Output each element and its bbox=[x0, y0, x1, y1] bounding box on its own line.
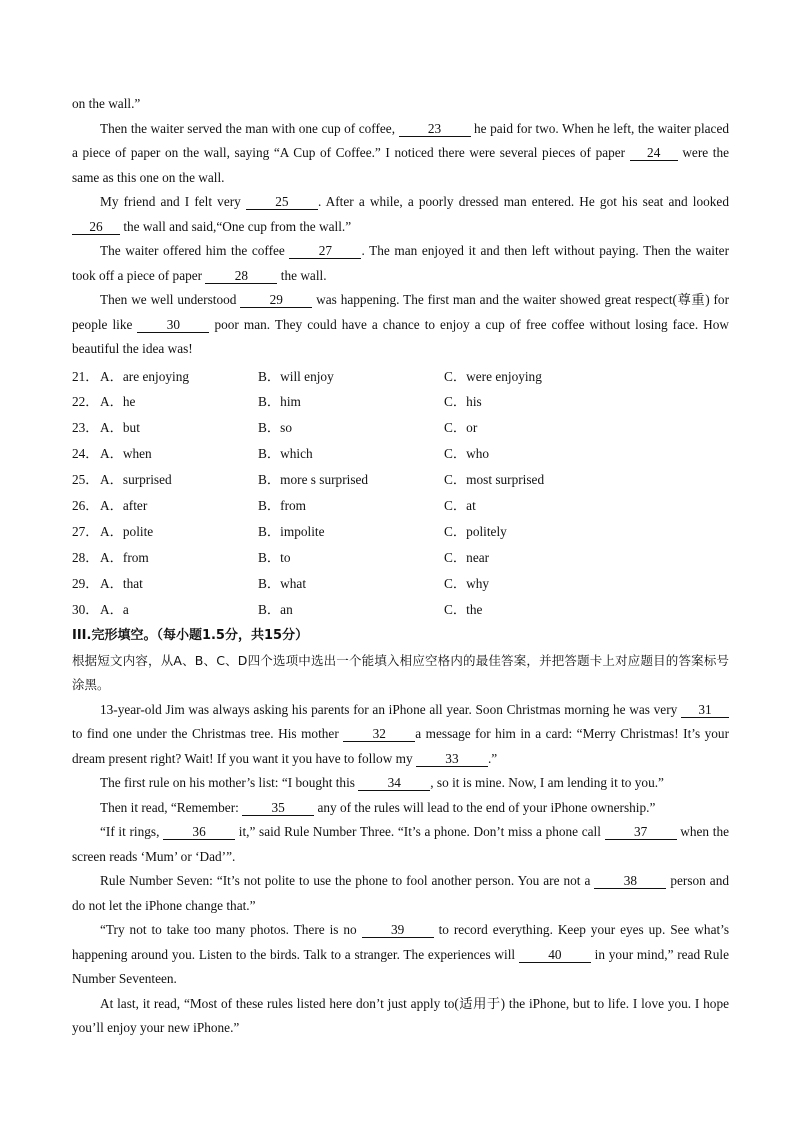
section-instruction: 根据短文内容，从A、B、C、D四个选项中选出一个能填入相应空格内的最佳答案，并把答题卡上对应题目的答案标号涂黑。 bbox=[72, 652, 729, 693]
option-b: B．an bbox=[258, 601, 293, 617]
passage-paragraph bbox=[72, 918, 729, 992]
question-number: 27． bbox=[72, 523, 99, 539]
option-row bbox=[72, 389, 729, 415]
option-a: A．he bbox=[100, 394, 136, 410]
question-number: 25． bbox=[72, 472, 99, 488]
blank-23: 23 bbox=[399, 121, 471, 137]
passage-paragraph bbox=[72, 796, 729, 821]
text: any of the rules will lead to the end of your iPhone ownership.” bbox=[317, 799, 656, 815]
blank-27: 27 bbox=[289, 243, 361, 259]
option-row bbox=[72, 545, 729, 571]
option-a: A．surprised bbox=[100, 472, 172, 488]
option-row bbox=[72, 415, 729, 441]
option-a: A．are enjoying bbox=[100, 368, 189, 384]
passage-paragraph bbox=[72, 698, 729, 772]
option-a: A．a bbox=[100, 601, 129, 617]
option-row bbox=[72, 467, 729, 493]
passage-paragraph bbox=[72, 820, 729, 869]
blank-36: 36 bbox=[163, 824, 235, 840]
option-a: A．but bbox=[100, 420, 140, 436]
blank-33: 33 bbox=[416, 751, 488, 767]
option-c: C．or bbox=[444, 420, 478, 436]
option-a: A．after bbox=[100, 497, 148, 513]
passage-paragraph bbox=[72, 771, 729, 796]
blank-34: 34 bbox=[358, 775, 430, 791]
option-b: B．so bbox=[258, 420, 292, 436]
question-number: 22． bbox=[72, 394, 99, 410]
text: the wall and said,“One cup from the wall.” bbox=[123, 218, 352, 234]
option-b: B．to bbox=[258, 549, 291, 565]
option-c: C．most surprised bbox=[444, 472, 545, 488]
text: . The man enjoyed it and then left without paying. Then the waiter took off a piece of paper bbox=[72, 243, 730, 283]
option-row bbox=[72, 493, 729, 519]
blank-40: 40 bbox=[519, 947, 591, 963]
text: it,” said Rule Number Three. “It’s a phone. Don’t miss a phone call bbox=[238, 824, 601, 840]
option-b: B．impolite bbox=[258, 523, 325, 539]
option-c: C．near bbox=[444, 549, 490, 565]
option-b: B．him bbox=[258, 394, 301, 410]
option-c: C．at bbox=[444, 497, 476, 513]
option-c: C．the bbox=[444, 601, 483, 617]
option-c: C．why bbox=[444, 575, 490, 591]
passage-paragraph bbox=[72, 239, 729, 288]
exam-page bbox=[72, 92, 729, 1041]
text: to record everything. Keep your eyes up. See what’s happening around you. Listen to the birds. Talk to a stranger. The experiences will bbox=[72, 922, 730, 962]
option-b: B．will enjoy bbox=[258, 368, 334, 384]
text: . After a while, a poorly dressed man entered. He got his seat and looked bbox=[317, 194, 729, 209]
text: person and do not let the iPhone change that.” bbox=[72, 873, 730, 913]
option-c: C．politely bbox=[444, 523, 507, 539]
text: to find one under the Christmas tree. His mother bbox=[72, 726, 339, 742]
option-c: C．were enjoying bbox=[444, 368, 542, 384]
text: The waiter offered him the coffee bbox=[100, 243, 285, 258]
text: Then it read, “Remember: bbox=[100, 799, 239, 815]
section-title: III.完形填空。（每小题1.5分，共15分） bbox=[72, 628, 309, 644]
passage-paragraph bbox=[72, 288, 729, 362]
blank-30: 30 bbox=[137, 317, 209, 333]
text: “If it rings, bbox=[100, 824, 160, 840]
option-row bbox=[72, 597, 729, 623]
passage-paragraph bbox=[72, 117, 729, 191]
text: “Try not to take too many photos. There is no bbox=[100, 922, 357, 938]
text: he paid for two. When he left, the waiter placed a piece of paper on the wall, saying “A Cup of Coffee.” I noticed there were several pieces of paper bbox=[72, 120, 729, 160]
text: when the screen reads ‘Mum’ or ‘Dad’”. bbox=[72, 824, 729, 864]
blank-38: 38 bbox=[594, 873, 666, 889]
text: Then we well understood bbox=[100, 292, 237, 307]
answer-options bbox=[72, 364, 729, 623]
passage-paragraph bbox=[72, 190, 729, 239]
text: Rule Number Seven: “It’s not polite to use the phone to fool another person. You are not a bbox=[100, 873, 591, 889]
text: the wall. bbox=[280, 267, 327, 283]
blank-26: 26 bbox=[72, 219, 120, 235]
question-number: 21． bbox=[72, 368, 99, 384]
passage-paragraph bbox=[72, 869, 729, 918]
blank-39: 39 bbox=[362, 922, 434, 938]
option-b: B．what bbox=[258, 575, 307, 591]
option-b: B．from bbox=[258, 497, 307, 513]
blank-25: 25 bbox=[246, 194, 318, 210]
text: poor man. They could have a chance to enjoy a cup of free coffee without losing face. How beautiful the idea was! bbox=[72, 316, 730, 356]
option-a: A．from bbox=[100, 549, 149, 565]
blank-35: 35 bbox=[242, 800, 314, 816]
question-number: 23． bbox=[72, 420, 99, 436]
text: Then the waiter served the man with one cup of coffee, bbox=[100, 120, 396, 136]
text: was happening. The first man and the waiter showed great respect(尊重) for people like bbox=[72, 292, 729, 332]
question-number: 24． bbox=[72, 446, 99, 462]
passage-paragraph: At last, it read, “Most of these rules listed here don’t just apply to(适用于) the iPhone, but to life. I love you. I hope you’ll enjoy your new iPhone.” bbox=[72, 995, 729, 1036]
option-row bbox=[72, 441, 729, 467]
option-row bbox=[72, 519, 729, 545]
option-a: A．when bbox=[100, 446, 152, 462]
option-b: B．more s surprised bbox=[258, 472, 369, 488]
option-c: C．his bbox=[444, 394, 482, 410]
option-c: C．who bbox=[444, 446, 490, 462]
blank-24: 24 bbox=[630, 145, 678, 161]
option-a: A．that bbox=[100, 575, 143, 591]
question-number: 28． bbox=[72, 549, 99, 565]
passage-line: on the wall.” bbox=[72, 96, 141, 111]
option-row bbox=[72, 571, 729, 597]
option-row bbox=[72, 364, 729, 390]
question-number: 30． bbox=[72, 601, 99, 617]
blank-31: 31 bbox=[681, 702, 729, 718]
blank-29: 29 bbox=[240, 292, 312, 308]
text: were the same as this one on the wall. bbox=[72, 145, 729, 185]
text: 13-year-old Jim was always asking his parents for an iPhone all year. Soon Christmas morning he was very bbox=[100, 701, 678, 717]
text: , so it is mine. Now, I am lending it to you.” bbox=[430, 775, 664, 791]
blank-37: 37 bbox=[605, 824, 677, 840]
blank-28: 28 bbox=[205, 268, 277, 284]
text: a message for him in a card: “Merry Christmas! It’s your dream present right? Wait! If you want it you have to follow my bbox=[72, 726, 729, 766]
option-b: B．which bbox=[258, 446, 313, 462]
text: .” bbox=[487, 750, 498, 766]
text: in your mind,” read Rule Number Seventeen. bbox=[72, 946, 730, 987]
text: The first rule on his mother’s list: “I bought this bbox=[100, 775, 355, 791]
option-a: A．polite bbox=[100, 523, 154, 539]
question-number: 26． bbox=[72, 497, 99, 513]
blank-32: 32 bbox=[343, 726, 415, 742]
text: My friend and I felt very bbox=[100, 194, 241, 209]
question-number: 29． bbox=[72, 575, 99, 591]
